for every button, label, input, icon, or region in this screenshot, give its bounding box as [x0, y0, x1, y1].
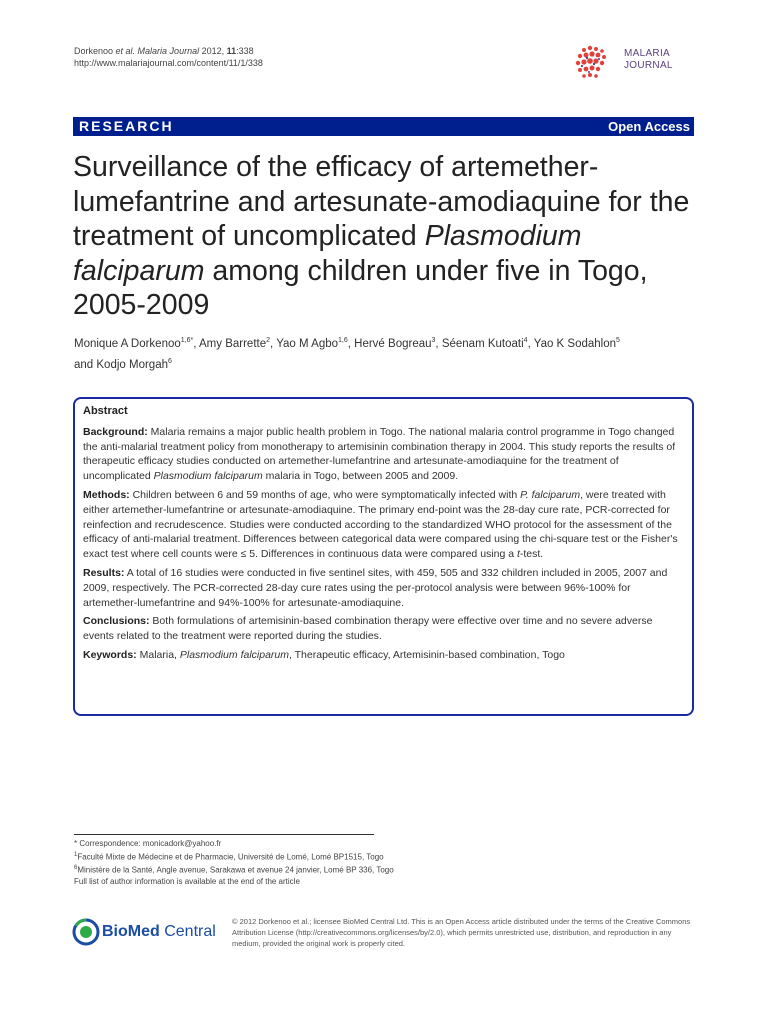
footnote-divider: [74, 834, 374, 835]
biomed-central-logo: [72, 916, 222, 952]
author-affiliation: 6: [168, 357, 172, 365]
methods-text: Children between 6 and 59 months of age, who were symptomatically infected with: [129, 488, 521, 501]
author-name: Amy Barrette: [199, 337, 267, 350]
affiliation-6: $^6$Ministère de la Santé, Angle avenue, Sarakawa et avenue 24 janvier, Lomé BP 336, Togo: [74, 864, 394, 875]
license-text: © 2012 Dorkenoo et al.; licensee BioMed Central Ltd. This is an Open Access article distributed under the terms of the Creative Commons Attribution License (http://creativecommons.org/licenses/by/2.0), which permits unrestricted use, distribution, and reproduction in any medium, provided the original work is properly cited.: [232, 917, 691, 948]
methods-italic-t: t: [516, 548, 520, 561]
title-part1: Surveillance of the efficacy of artemether-lumefantrine and artesunate-amodiaquine for the treatment of uncomplicated: [73, 151, 690, 252]
author-name: Yao K Sodahlon: [533, 337, 617, 350]
citation-url[interactable]: http://www.malariajournal.com/content/11/1/338: [74, 58, 263, 68]
citation-journal: Malaria Journal: [135, 46, 200, 56]
biomed-central-text: BioMed Central: [102, 923, 216, 940]
citation-volume: 11: [226, 46, 237, 56]
background-text: Malaria remains a major public health problem in Togo. The national malaria control programme in Togo changed the anti-malarial treatment policy from monotherapy to artemisinin combination therapy in 2004. This study reports the results of therapeutic efficacy studies conducted on artemether-lumefantrine and artesunate-amodiaquine for the treatment of uncomplicated: [83, 425, 676, 483]
keywords-text-end: , Therapeutic efficacy, Artemisinin-based combination, Togo: [289, 648, 565, 661]
journal-logo-line2: JOURNAL: [624, 60, 673, 71]
biomed-central-icon: [72, 918, 100, 946]
section-header-bar: [73, 117, 694, 136]
conclusions-text: Both formulations of artemisinin-based combination therapy were effective over time and no severe adverse events related to the treatment were reported during the studies.: [83, 615, 653, 643]
background-label: Background:: [83, 425, 148, 438]
results-text: A total of 16 studies were conducted in five sentinel sites, with 459, 505 and 332 children included in 2005, 2007 and 2009, respectively. The PCR-corrected 28-day cure rates using the per-protocol analysis were between 96%-100% for artemether-lumefantrine and 94%-100% for artesunate-amodiaquine.: [83, 566, 668, 609]
author-affiliation: 4: [523, 337, 528, 344]
abstract-box: [73, 397, 694, 716]
author-affiliation: 1,6*: [180, 337, 194, 344]
affiliation-number: 6: [74, 864, 78, 871]
methods-text-mid: , were treated with either artemether-lumefantrine or artesunate-amodiaquine. The primary end-point was the 28-day cure rate, PCR-corrected for reinfection and recrudescence. Studies were conducted according to the standardized WHO protocol for the assessment of the efficacy of anti-malarial treatment. Differences between categorical data were compared using the chi-square test or the Fisher's exact test where cell counts were ≤ 5. Differences in continuous data were compared using a: [83, 488, 678, 561]
results-label: Results:: [83, 566, 125, 579]
background-italic: Plasmodium falciparum: [153, 470, 263, 483]
footnotes: [74, 838, 394, 887]
abstract-results: [83, 566, 683, 610]
author-affiliation: 5: [616, 337, 620, 344]
keywords-label: Keywords:: [83, 648, 137, 661]
background-text-end: malaria in Togo, between 2005 and 2009.: [262, 470, 459, 483]
abstract-background: [83, 425, 683, 484]
abstract-conclusions: [83, 614, 683, 644]
keywords-text: Malaria,: [136, 648, 180, 661]
author-name: Monique A Dorkenoo: [74, 337, 181, 350]
author-affiliation: 3: [431, 337, 436, 344]
title-part2: among children under five in Togo, 2005-2009: [73, 254, 648, 321]
journal-logo-line1: MALARIA: [624, 48, 671, 59]
malaria-journal-logo: [570, 44, 700, 84]
abstract-heading: Abstract: [83, 405, 128, 417]
citation-year: 2012,: [199, 46, 227, 56]
author-list: Monique A Dorkenoo$^{1,6*}$, Amy Barrette$^2$, Yao M Agbo$^{1,6}$, Hervé Bogreau$^3$, Séenam Kutoati$^4$, Yao K Sodahlon$^5$ and Kodjo Morgah$^6$: [74, 337, 620, 371]
author-name: Hervé Bogreau: [354, 337, 432, 350]
keywords-italic: Plasmodium falciparum: [179, 648, 289, 661]
citation-header: [74, 45, 263, 69]
author-name: Kodjo Morgah: [96, 358, 168, 371]
author-affiliation: 1,6: [338, 337, 348, 344]
mosquito-dots-icon: [570, 44, 622, 84]
author-name: Séenam Kutoati: [441, 337, 524, 350]
abstract-keywords: [83, 648, 683, 663]
affiliation-number: 1: [74, 851, 78, 858]
author-name: Yao M Agbo: [276, 337, 339, 350]
open-access-label: Open Access: [608, 119, 690, 134]
correspondence[interactable]: * Correspondence: monicadork@yahoo.fr: [74, 839, 222, 848]
article-type-label: RESEARCH: [79, 118, 174, 134]
title-italic: Plasmodium falciparum: [73, 220, 582, 287]
methods-text-end: -test.: [519, 548, 544, 561]
methods-italic: P. falciparum: [520, 488, 581, 501]
article-title: [73, 150, 703, 323]
abstract-methods: [83, 488, 683, 562]
author-affiliation: 2: [266, 337, 271, 344]
citation-authors: Dorkenoo: [74, 46, 116, 56]
citation-article: :338: [236, 46, 254, 56]
conclusions-label: Conclusions:: [83, 615, 150, 628]
author-info-note: Full list of author information is available at the end of the article: [74, 876, 300, 886]
citation-etal: et al.: [115, 46, 136, 56]
journal-logo-text: [624, 48, 673, 72]
methods-label: Methods:: [83, 488, 130, 501]
affiliation-1: $^1$Faculté Mixte de Médecine et de Pharmacie, Université de Lomé, Lomé BP1515, Togo: [74, 851, 384, 862]
